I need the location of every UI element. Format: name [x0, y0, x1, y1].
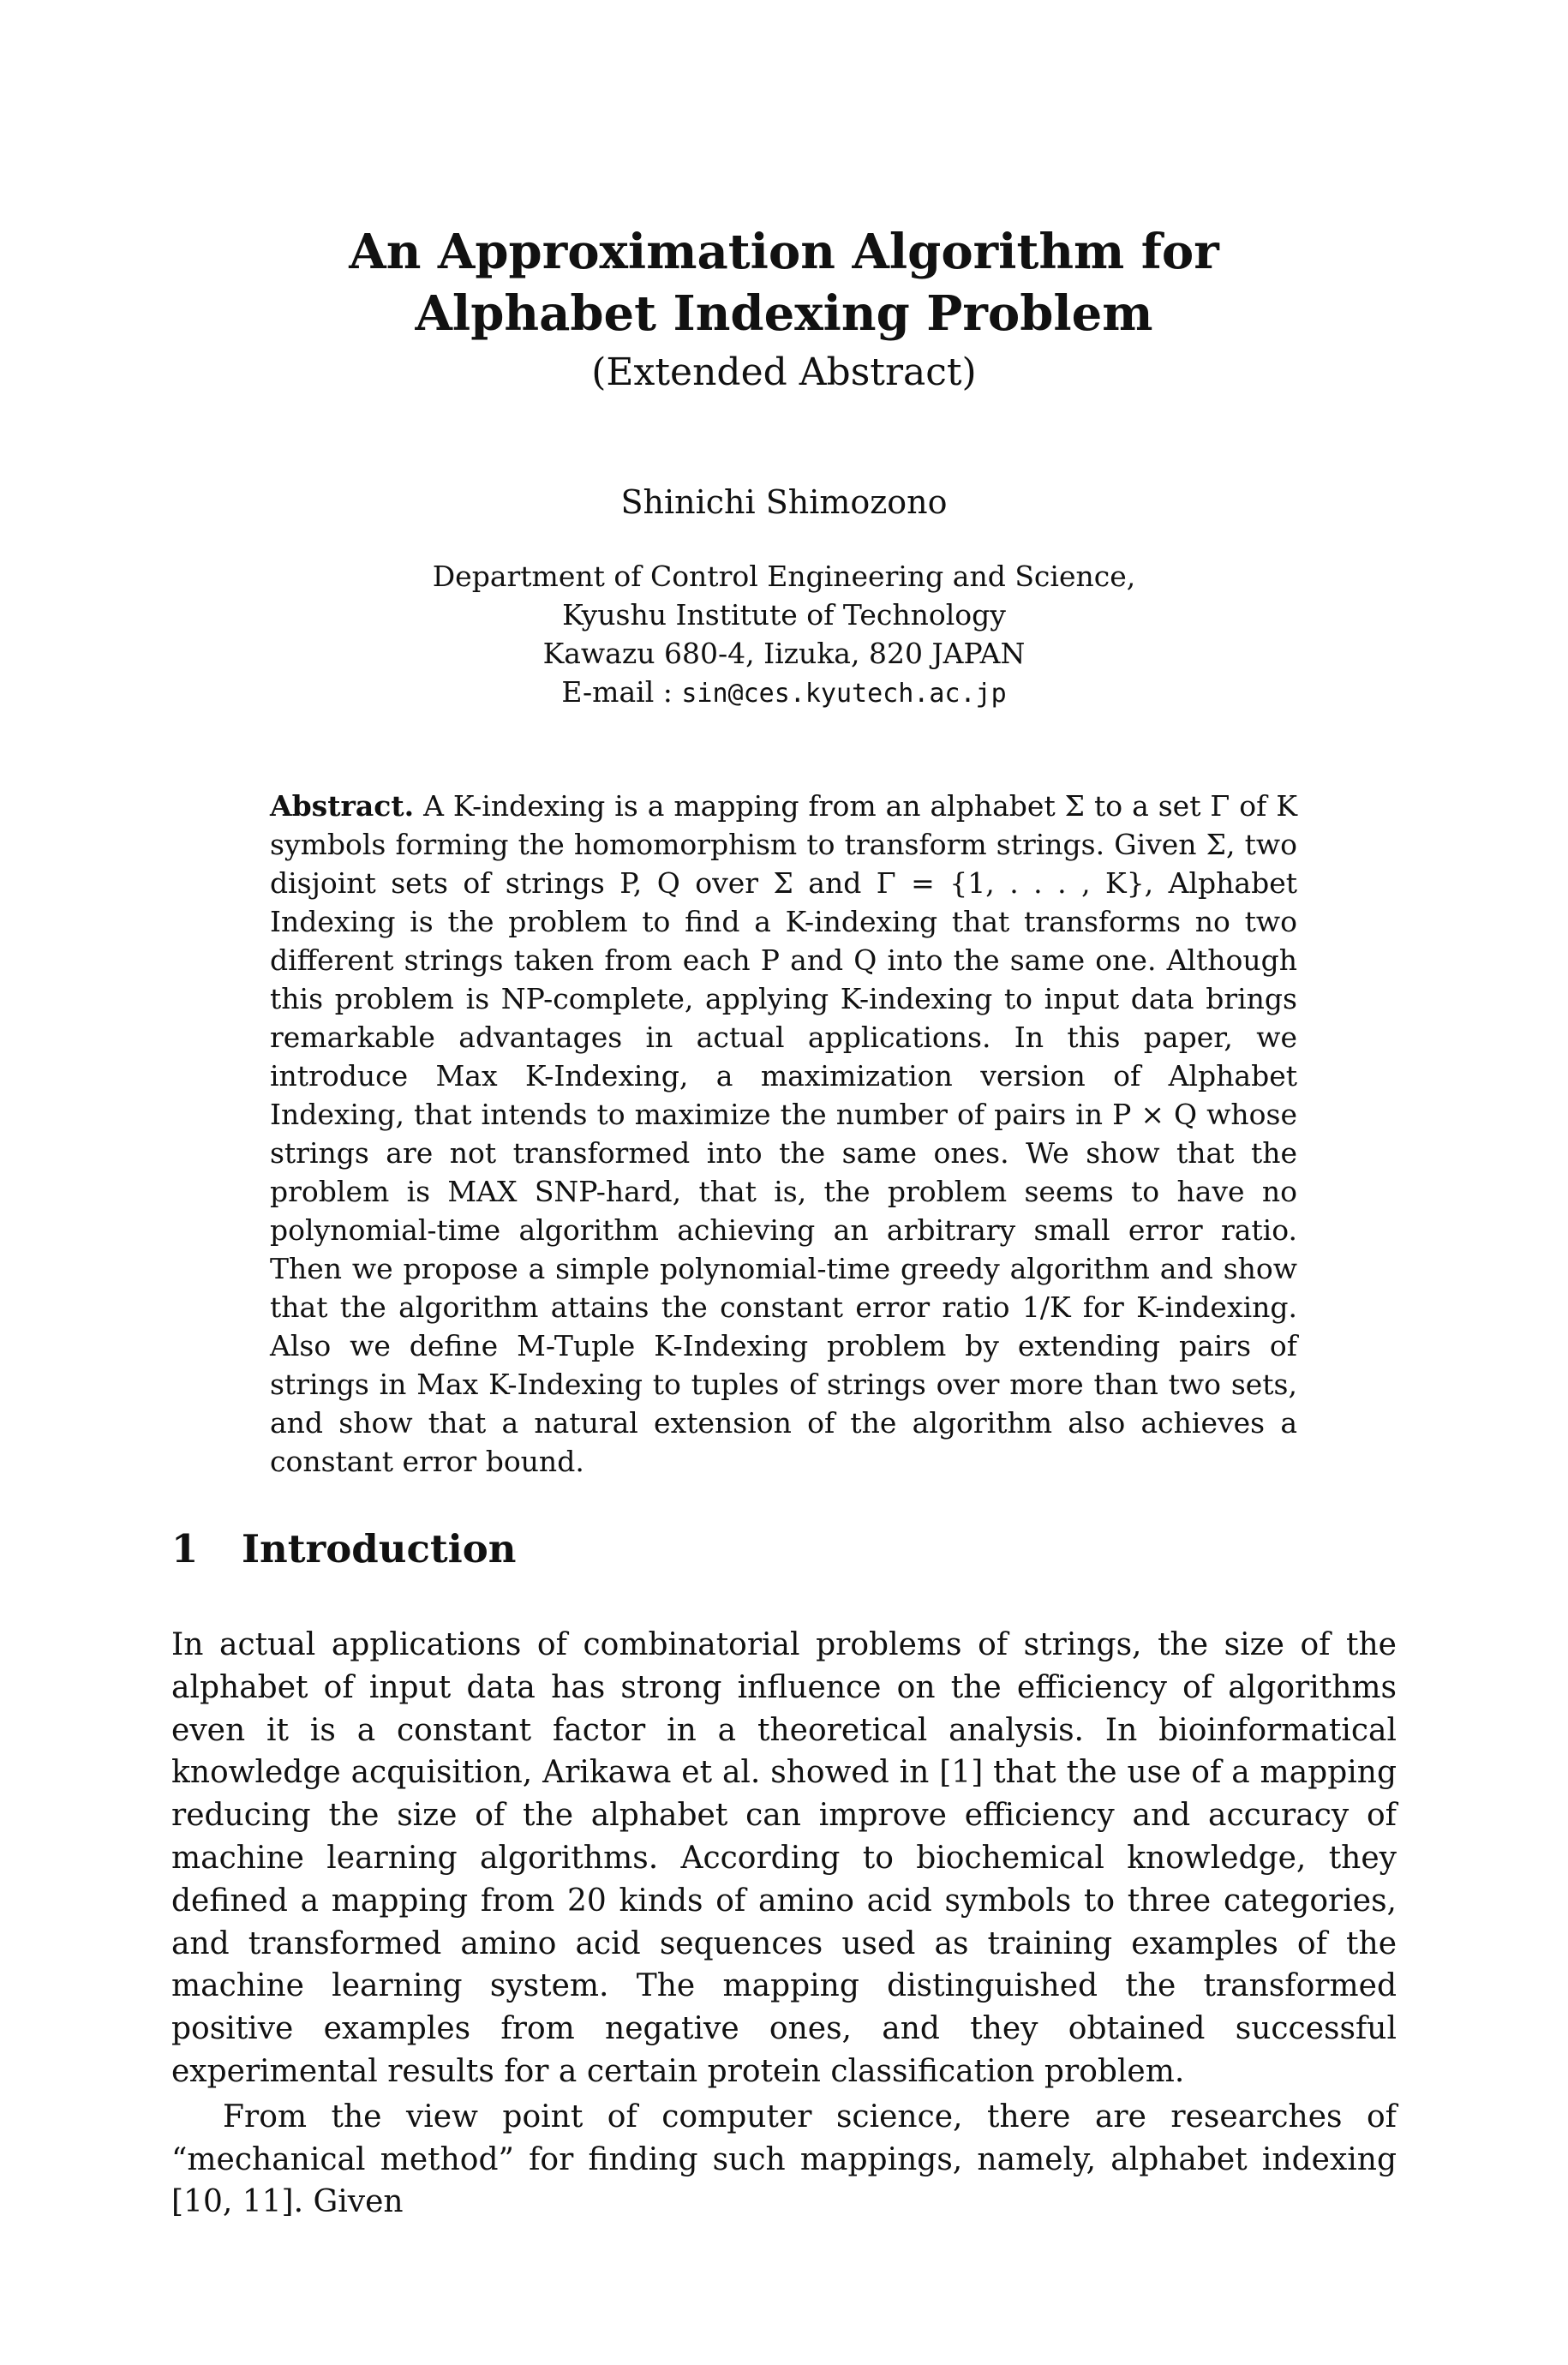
title-line-1: An Approximation Algorithm for — [349, 224, 1219, 280]
author-name: Shinichi Shimozono — [620, 483, 948, 521]
body-paragraph: In actual applications of combinatorial problems of strings, the size of the alphabet of input data has strong influence on the efficiency of algorithms even it is a constant factor in a theoretical analysis. In bioinformatical knowledge acquisition, Arikawa et al. showed in [1] that the use of a mapping reducing the size of the alphabet can improve efficiency and accuracy of machine learning algorithms. According to biochemical knowledge, they defined a mapping from 20 kinds of amino acid symbols to three categories, and transformed amino acid sequences used as training examples of the machine learning system. The mapping distinguished the transformed positive examples from negative ones, and they obtained successful experimental results for a certain protein classification problem. — [171, 1627, 1397, 2089]
section-body — [171, 1624, 1397, 2224]
affiliation-line: Kawazu 680-4, Iizuka, 820 JAPAN — [542, 637, 1026, 670]
email-line — [0, 673, 1568, 713]
section-heading — [171, 1524, 1397, 1575]
abstract-text: A K-indexing is a mapping from an alphabet Σ to a set Γ of K symbols forming the homomorphism to transform strings. Given Σ, two disjoint sets of strings P, Q over Σ and Γ = {1, . . . , K}, Alphabet Indexing is the problem to find a K-indexing that transforms no two different strings taken from each P and Q into the same one. Although this problem is NP-complete, applying K-indexing to input data brings remarkable advantages in actual applications. In this paper, we introduce Max K-Indexing, a maximization version of Alphabet Indexing, that intends to maximize the number of pairs in P × Q whose strings are not transformed into the same ones. We show that the problem is MAX SNP-hard, that is, the problem seems to have no polynomial-time algorithm achieving an arbitrary small error ratio. Then we propose a simple polynomial-time greedy algorithm and show that the algorithm attains the constant error ratio 1/K for K-indexing. Also we define M-Tuple K-Indexing problem by extending pairs of strings in Max K-Indexing to tuples of strings over more than two sets, and show that a natural extension of the algorithm also achieves a constant error bound. — [270, 789, 1298, 1478]
abstract-block — [270, 787, 1297, 1481]
body-paragraph: From the view point of computer science, there are researches of “mechanical method” for finding such mappings, namely, alphabet indexing [10, 11]. Given — [171, 2099, 1397, 2220]
section-number: 1 — [171, 1526, 199, 1572]
paper-subtitle: (Extended Abstract) — [591, 350, 977, 394]
section-title: Introduction — [242, 1526, 517, 1572]
paper-title — [0, 221, 1568, 344]
email-address: sin@ces.kyutech.ac.jp — [681, 679, 1007, 709]
title-line-2: Alphabet Indexing Problem — [415, 285, 1153, 342]
affiliation-line: Department of Control Engineering and Science, — [432, 560, 1136, 593]
author-affiliation — [0, 557, 1568, 713]
affiliation-line: Kyushu Institute of Technology — [562, 598, 1006, 632]
email-label: E-mail : — [561, 675, 682, 709]
abstract-label: Abstract. — [270, 789, 415, 823]
